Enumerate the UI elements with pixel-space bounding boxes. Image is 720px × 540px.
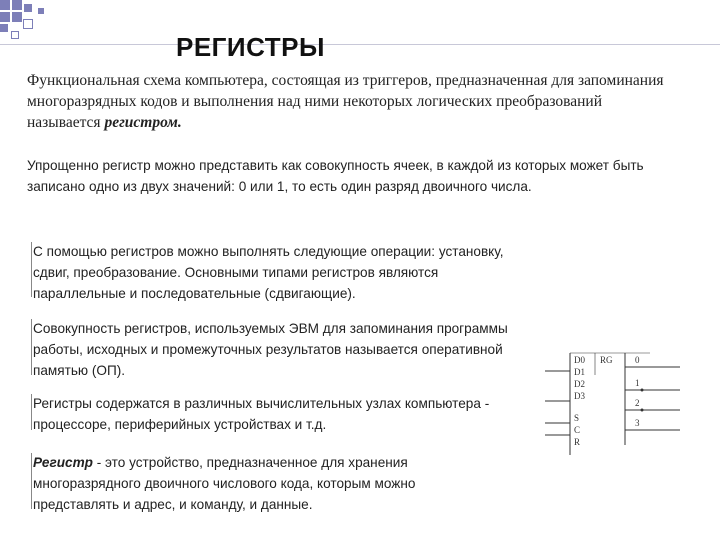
register-text: - это устройство, предназначенное для хранения многоразрядного двоичного числового кода, которым можно представлять и адрес, и команду, и данные. [33,455,416,512]
decorative-squares [0,0,720,60]
schema-input-c: C [574,425,581,435]
paragraph-units: Регистры содержатся в различных вычислительных узлах компьютера - процессоре, периферийных устройствах и т.д. [33,396,490,432]
schema-output-0: 0 [635,355,640,365]
schema-input-d1: D1 [574,367,585,377]
paragraph-register-definition [33,452,503,515]
schema-junction-1 [641,389,644,392]
register-schematic-svg [540,345,680,455]
paragraph-bar [31,453,32,509]
schema-input-r: R [574,437,581,447]
schema-input-d2: D2 [574,379,585,389]
page-title: РЕГИСТРЫ [176,32,325,62]
paragraph-cells: Упрощенно регистр можно представить как совокупность ячеек, в каждой из которых может быть записано одно из двух значений: 0 или 1, то есть один разряд двоичного числа. [27,158,644,194]
definition-text: Функциональная схема компьютера, состоящая из триггеров, предназначенная для запоминания многоразрядных кодов и выполнения над ними некоторых логических преобразований называется [27,72,664,131]
definition-paragraph [27,70,667,133]
register-schematic [540,345,680,455]
schema-input-d3: D3 [574,391,585,401]
schema-output-1: 1 [635,378,640,388]
schema-junction-2 [641,409,644,412]
schema-input-s: S [574,413,580,423]
schema-head-label: RG [600,355,613,365]
register-term: Регистр [33,455,93,470]
paragraph-bar [31,394,32,430]
definition-term: регистром. [104,114,182,131]
schema-input-d0: D0 [574,355,585,365]
schema-output-3: 3 [635,418,640,428]
paragraph-bar [31,242,32,297]
schema-output-2: 2 [635,398,640,408]
paragraph-operations: С помощью регистров можно выполнять следующие операции: установку, сдвиг, преобразование. Основными типами регистров являются параллельные и последовательные (сдвигающие). [33,244,504,301]
paragraph-bar [31,319,32,375]
paragraph-memory: Совокупность регистров, используемых ЭВМ для запоминания программы работы, исходных и промежуточных результатов называется оперативной памятью (ОП). [33,321,508,378]
